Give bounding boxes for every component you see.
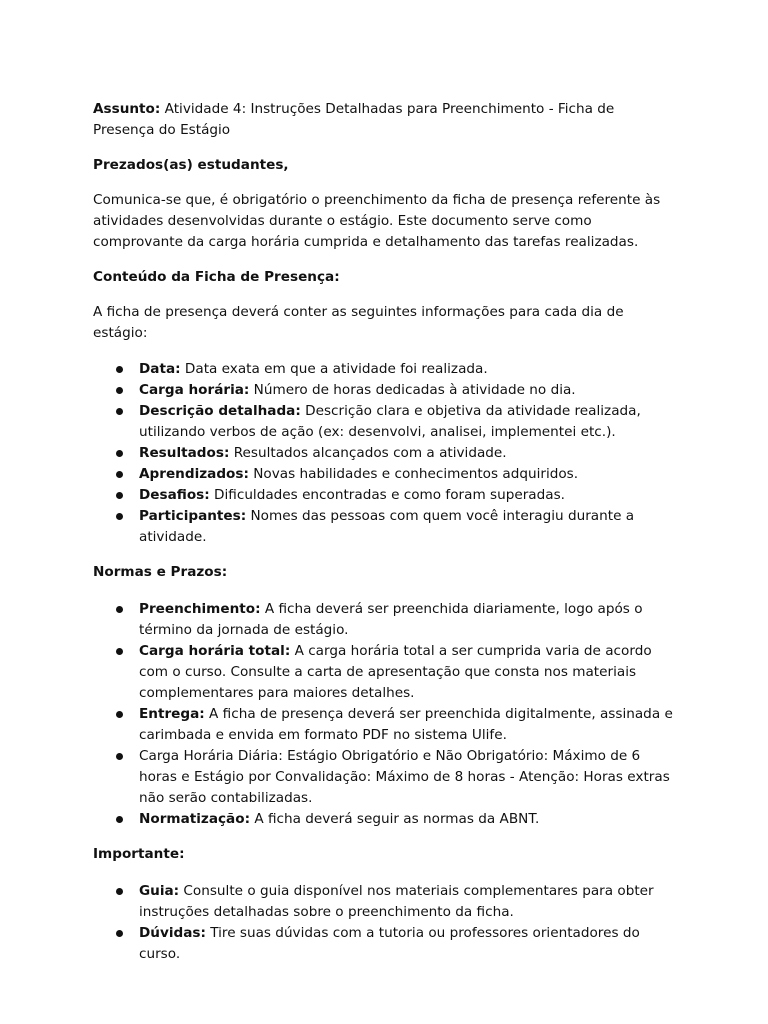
content-list — [93, 359, 678, 548]
item-label: Guia: — [139, 883, 180, 899]
item-label: Data: — [139, 361, 181, 377]
greeting — [93, 155, 678, 176]
important-heading-text: Importante: — [93, 846, 185, 862]
rules-heading — [93, 562, 678, 583]
bullet-icon — [116, 450, 123, 457]
subject-label: Assunto: — [93, 101, 161, 117]
list-item — [93, 359, 678, 380]
bullet-icon — [116, 606, 123, 613]
item-text: Resultados alcançados com a atividade. — [229, 445, 507, 461]
list-item — [93, 401, 678, 443]
list-item — [93, 443, 678, 464]
item-label: Desafios: — [139, 487, 210, 503]
greeting-text: Prezados(as) estudantes, — [93, 157, 289, 173]
item-label: Dúvidas: — [139, 925, 206, 941]
subject-text: Atividade 4: Instruções Detalhadas para Preenchimento - Ficha de Presença do Estágio — [93, 101, 615, 138]
item-text: Número de horas dedicadas à atividade no dia. — [249, 382, 576, 398]
item-text: Descrição clara e objetiva da atividade realizada, utilizando verbos de ação (ex: desenvolvi, analisei, implementei etc.). — [139, 403, 641, 440]
subject-line — [93, 99, 678, 141]
list-item — [93, 641, 678, 704]
item-text: Carga Horária Diária: Estágio Obrigatório e Não Obrigatório: Máximo de 6 horas e Estágio por Convalidação: Máximo de 8 horas - Atenção: Horas extras não serão contabilizadas. — [139, 748, 670, 806]
list-item — [93, 380, 678, 401]
rules-heading-text: Normas e Prazos: — [93, 564, 228, 580]
list-item — [93, 923, 678, 965]
list-item — [93, 881, 678, 923]
item-text: Data exata em que a atividade foi realizada. — [180, 361, 488, 377]
content-heading — [93, 267, 678, 288]
list-item — [93, 485, 678, 506]
item-text: Tire suas dúvidas com a tutoria ou professores orientadores do curso. — [139, 925, 640, 962]
item-text: Consulte o guia disponível nos materiais complementares para obter instruções detalhadas sobre o preenchimento da ficha. — [139, 883, 654, 920]
item-label: Entrega: — [139, 706, 205, 722]
important-list — [93, 881, 678, 965]
item-label: Participantes: — [139, 508, 247, 524]
content-heading-text: Conteúdo da Ficha de Presença: — [93, 269, 340, 285]
list-item — [93, 506, 678, 548]
bullet-icon — [116, 888, 123, 895]
bullet-icon — [116, 492, 123, 499]
item-label: Aprendizados: — [139, 466, 249, 482]
list-item — [93, 599, 678, 641]
item-label: Carga horária total: — [139, 643, 291, 659]
item-label: Preenchimento: — [139, 601, 261, 617]
important-heading — [93, 844, 678, 865]
item-label: Resultados: — [139, 445, 230, 461]
bullet-icon — [116, 387, 123, 394]
bullet-icon — [116, 408, 123, 415]
bullet-icon — [116, 930, 123, 937]
item-label: Descrição detalhada: — [139, 403, 301, 419]
rules-list — [93, 599, 678, 830]
bullet-icon — [116, 711, 123, 718]
item-text: Novas habilidades e conhecimentos adquiridos. — [248, 466, 579, 482]
list-item — [93, 464, 678, 485]
item-text: A carga horária total a ser cumprida varia de acordo com o curso. Consulte a carta de apresentação que consta nos materiais complementares para maiores detalhes. — [139, 643, 652, 701]
list-item — [93, 746, 678, 809]
bullet-icon — [116, 513, 123, 520]
item-label: Carga horária: — [139, 382, 250, 398]
list-item — [93, 809, 678, 830]
list-item — [93, 704, 678, 746]
item-label: Normatização: — [139, 811, 251, 827]
content-lead: A ficha de presença deverá conter as seguintes informações para cada dia de estágio: — [93, 304, 624, 341]
item-text: Dificuldades encontradas e como foram superadas. — [209, 487, 565, 503]
bullet-icon — [116, 753, 123, 760]
item-text: A ficha deverá ser preenchida diariamente, logo após o término da jornada de estágio. — [139, 601, 643, 638]
item-text: Nomes das pessoas com quem você interagiu durante a atividade. — [139, 508, 635, 545]
item-text: A ficha deverá seguir as normas da ABNT. — [250, 811, 540, 827]
bullet-icon — [116, 816, 123, 823]
intro-paragraph: Comunica-se que, é obrigatório o preenchimento da ficha de presença referente às atividades desenvolvidas durante o estágio. Este documento serve como comprovante da carga horária cumprida e detalhamento das tarefas realizadas. — [93, 192, 661, 250]
bullet-icon — [116, 648, 123, 655]
bullet-icon — [116, 471, 123, 478]
bullet-icon — [116, 366, 123, 373]
item-text: A ficha de presença deverá ser preenchida digitalmente, assinada e carimbada e envida em formato PDF no sistema Ulife. — [139, 706, 673, 743]
